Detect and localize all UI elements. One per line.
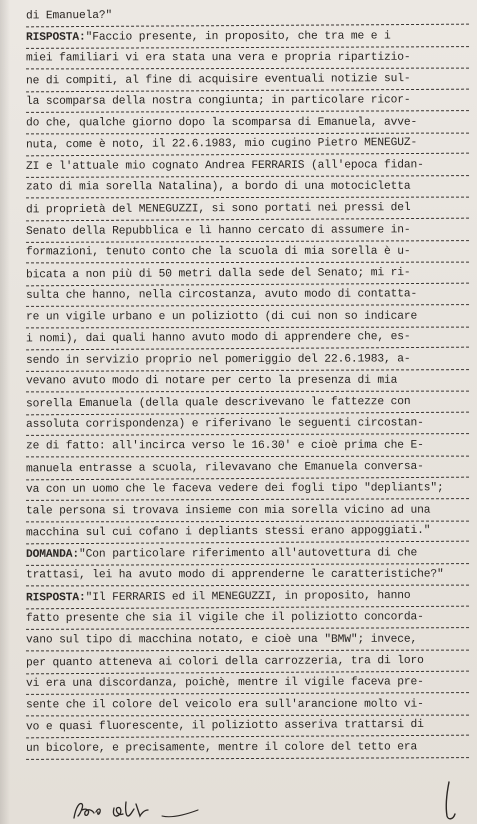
margin-initial-mark — [435, 780, 465, 824]
document-line-text — [26, 589, 411, 605]
document-line-text — [26, 740, 417, 756]
document-line-text — [26, 459, 424, 475]
line-content: sendo in servizio proprio nel pomeriggio del 22.6.1983, a- — [25, 353, 411, 367]
document-line-text — [26, 180, 411, 195]
speaker-label: RISPOSTA: — [25, 31, 86, 44]
document-line-text — [26, 503, 430, 518]
line-content: di Emanuela?" — [25, 9, 113, 23]
document-line-text — [26, 245, 411, 260]
document-line-text — [26, 266, 411, 282]
line-content: manuela entrasse a scuola, rilevavano che Emanuela conversa- — [25, 460, 424, 475]
document-line — [26, 738, 469, 764]
line-content: i nomi), dai quali hanno avuto modo di apprendere che, es- — [25, 331, 411, 346]
document-line-text — [26, 439, 424, 454]
line-content: un bicolore, e precisamente, mentre il colore del tetto era — [25, 741, 418, 755]
line-content: di proprietà del MENEGUZZI, si sono portati nei pressi del — [25, 201, 411, 217]
line-content: ze di fatto: all'incirca verso le 16.30' e cioè prima che E- — [25, 439, 424, 453]
line-content: fatto presente che sia il vigile che il poliziotto concorda- — [25, 611, 424, 626]
line-content: miei familiari vi era stata una vera e propria ripartizio- — [25, 51, 411, 65]
dashed-rule — [26, 498, 469, 501]
document-line-text — [26, 309, 417, 324]
dashed-rule — [26, 304, 469, 307]
line-content: vi era una discordanza, poichè, mentre il vigile faceva pre- — [25, 676, 424, 690]
document-line-text — [26, 395, 411, 411]
line-content: per quanto atteneva ai colori della carrozzeria, tra di loro — [25, 654, 424, 669]
speaker-label: DOMANDA: — [25, 548, 80, 561]
document-line-text — [26, 653, 424, 669]
document-line-text — [26, 9, 112, 24]
document-line-text — [26, 223, 411, 239]
document-line-text — [26, 287, 417, 303]
document-line-text — [26, 374, 397, 389]
line-content: re un vigile urbano e un poliziotto (di cui non so indicare — [25, 310, 418, 324]
line-content: tale persona si trovava insieme con mia sorella vicino ad una — [25, 504, 431, 518]
document-line-text — [26, 417, 424, 433]
dashed-rule — [26, 692, 469, 695]
page-edge-shadow — [0, 0, 10, 824]
line-content: "Il FERRARIS ed il MENEGUZZI, in proposito, hanno — [85, 589, 411, 604]
document-line-text — [26, 29, 391, 44]
line-content: "Con particolare riferimento all'autovettura di che — [79, 547, 418, 561]
line-content: sulta che hanno, nella circostanza, avuto modo di contatta- — [25, 288, 418, 303]
line-content: la scomparsa della nostra congiunta; in particolare ricor- — [25, 94, 411, 109]
line-content: bicata a non più di 50 metri dalla sede del Senato; mi ri- — [25, 266, 411, 281]
document-line-text — [26, 201, 411, 217]
line-content: vo e quasi fluorescente, il poliziotto asseriva trattarsi di — [25, 719, 424, 734]
line-content: formazioni, tenuto conto che la scuola di mia sorella è u- — [25, 245, 411, 259]
line-content: vano sul tipo di macchina notato, e cioè una "BMW"; invece, — [25, 633, 418, 647]
line-content: "Faccio presente, in proposito, che tra me e i — [85, 29, 391, 44]
line-content: ZI e l'attuale mio cognato Andrea FERRARIS (all'epoca fidan- — [25, 159, 424, 173]
line-content: vevano avuto modo di notare per certo la presenza di mia — [25, 375, 398, 388]
document-line-text — [26, 158, 424, 174]
line-content: zato di mia sorella Natalina), a bordo di una motocicletta — [25, 181, 411, 194]
document-line-text — [26, 546, 417, 562]
handwritten-signature — [70, 796, 210, 824]
document-line-text — [26, 568, 444, 583]
document-line-text — [26, 51, 411, 66]
dashed-rule — [26, 110, 469, 113]
document-line-text — [26, 330, 411, 346]
line-content: va con un uomo che le faceva vedere dei fogli tipo "depliants"; — [25, 482, 444, 496]
document-line-text — [26, 611, 424, 627]
document-line-text — [26, 352, 411, 368]
line-content: assoluta corrispondenza) e riferivano le seguenti circostan- — [25, 417, 424, 432]
line-content: nuta, come è noto, il 22.6.1983, mio cugino Pietro MENEGUZ- — [25, 137, 418, 152]
document-line-text — [26, 697, 424, 712]
document-line-text — [26, 115, 417, 130]
document-line-text — [26, 72, 411, 88]
line-content: sorella Emanuela (della quale descrivevano le fattezze con — [25, 395, 411, 411]
document-line-text — [26, 94, 411, 110]
document-line-text — [26, 136, 417, 152]
document-line-text — [26, 675, 424, 691]
line-content: ne di compiti, al fine di acquisire eventuali notizie sul- — [25, 72, 411, 87]
line-content: sente che il colore del veicolo era sull'arancione molto vi- — [25, 698, 424, 712]
line-content: trattasi, lei ha avuto modo di apprenderne le caratteristiche?" — [25, 568, 444, 582]
speaker-label: RISPOSTA: — [25, 591, 86, 605]
line-content: Senato della Repubblica e lì hanno cercato di assumere in- — [25, 223, 411, 238]
document-line-text — [26, 481, 444, 497]
dashed-rule — [26, 757, 469, 760]
line-content: do che, qualche giorno dopo la scomparsa di Emanuela, avve- — [25, 116, 418, 130]
line-content: macchina sul cui cofano i depliants stessi erano appoggiati." — [25, 525, 431, 540]
document-line-text — [26, 718, 424, 734]
document-line-text — [26, 524, 430, 540]
document-line-text — [26, 633, 417, 648]
